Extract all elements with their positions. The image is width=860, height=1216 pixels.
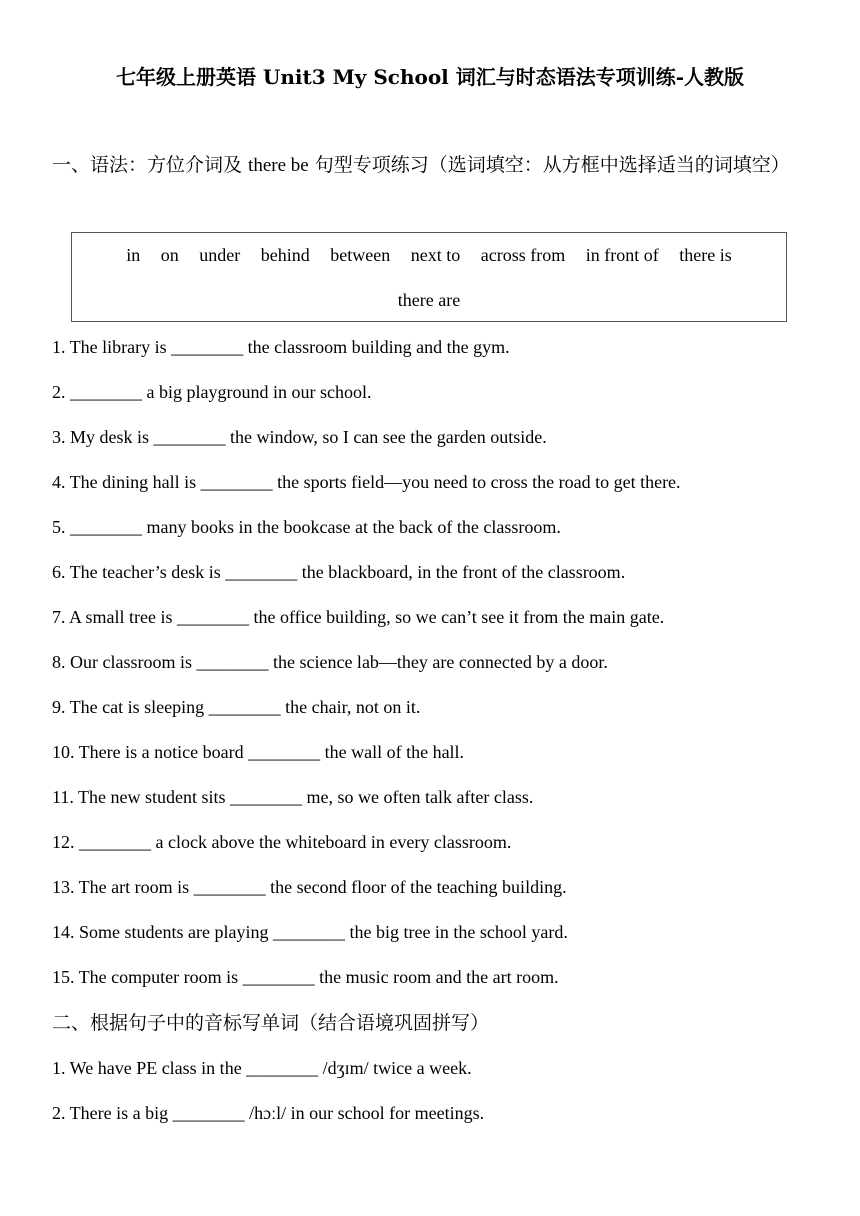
section-1-heading (52, 143, 822, 188)
question-item: 9. The cat is sleeping ________ the chair, not on it. (52, 697, 421, 717)
question-item: 7. A small tree is ________ the office building, so we can’t see it from the main gate. (52, 607, 665, 627)
question-item: 2. ________ a big playground in our school. (52, 382, 372, 402)
section-1-heading-part1: 一、语法：方位介词及 (52, 154, 249, 176)
section-2-questions (52, 1046, 832, 1136)
word-bank-item: under (199, 245, 241, 265)
word-bank-item: between (330, 245, 391, 265)
question-item: 2. There is a big ________ /hɔːl/ in our school for meetings. (52, 1103, 485, 1123)
section-1-questions (52, 325, 832, 1000)
question-item: 12. ________ a clock above the whiteboard in every classroom. (52, 832, 512, 852)
section-1-heading-latin: there be (248, 155, 309, 176)
question-item: 1. The library is ________ the classroom building and the gym. (52, 337, 510, 357)
question-item: 8. Our classroom is ________ the science lab—they are connected by a door. (52, 652, 608, 672)
question-item: 3. My desk is ________ the window, so I can see the garden outside. (52, 427, 547, 447)
question-item: 5. ________ many books in the bookcase at the back of the classroom. (52, 517, 561, 537)
word-bank-list (72, 233, 786, 323)
word-bank-item: on (160, 245, 179, 265)
word-bank-item: there is (679, 245, 732, 265)
question-item: 6. The teacher’s desk is ________ the blackboard, in the front of the classroom. (52, 562, 626, 582)
document-title: 七年级上册英语 Unit3 My School 词汇与时态语法专项训练-人教版 (115, 65, 745, 89)
question-item: 13. The art room is ________ the second floor of the teaching building. (52, 877, 567, 897)
word-bank-item: next to (410, 245, 461, 265)
question-item: 11. The new student sits ________ me, so we often talk after class. (52, 787, 534, 807)
word-bank-box (71, 232, 787, 322)
question-item: 15. The computer room is ________ the music room and the art room. (52, 967, 559, 987)
word-bank-item: in front of (585, 245, 659, 265)
question-item: 1. We have PE class in the ________ /dʒɪm/ twice a week. (52, 1058, 472, 1078)
word-bank-item: across from (480, 245, 566, 265)
question-item: 14. Some students are playing ________ the big tree in the school yard. (52, 922, 568, 942)
word-bank-item: behind (260, 245, 310, 265)
section-1-heading-part2: 句型专项练习（选词填空：从方框中选择适当的词填空） (308, 154, 790, 176)
question-item: 4. The dining hall is ________ the sports field—you need to cross the road to get there. (52, 472, 681, 492)
word-bank-item: in (126, 245, 141, 265)
section-2-heading: 二、根据句子中的音标写单词（结合语境巩固拼写） (52, 1012, 490, 1034)
word-bank-item: there are (397, 290, 461, 310)
question-item: 10. There is a notice board ________ the wall of the hall. (52, 742, 465, 762)
